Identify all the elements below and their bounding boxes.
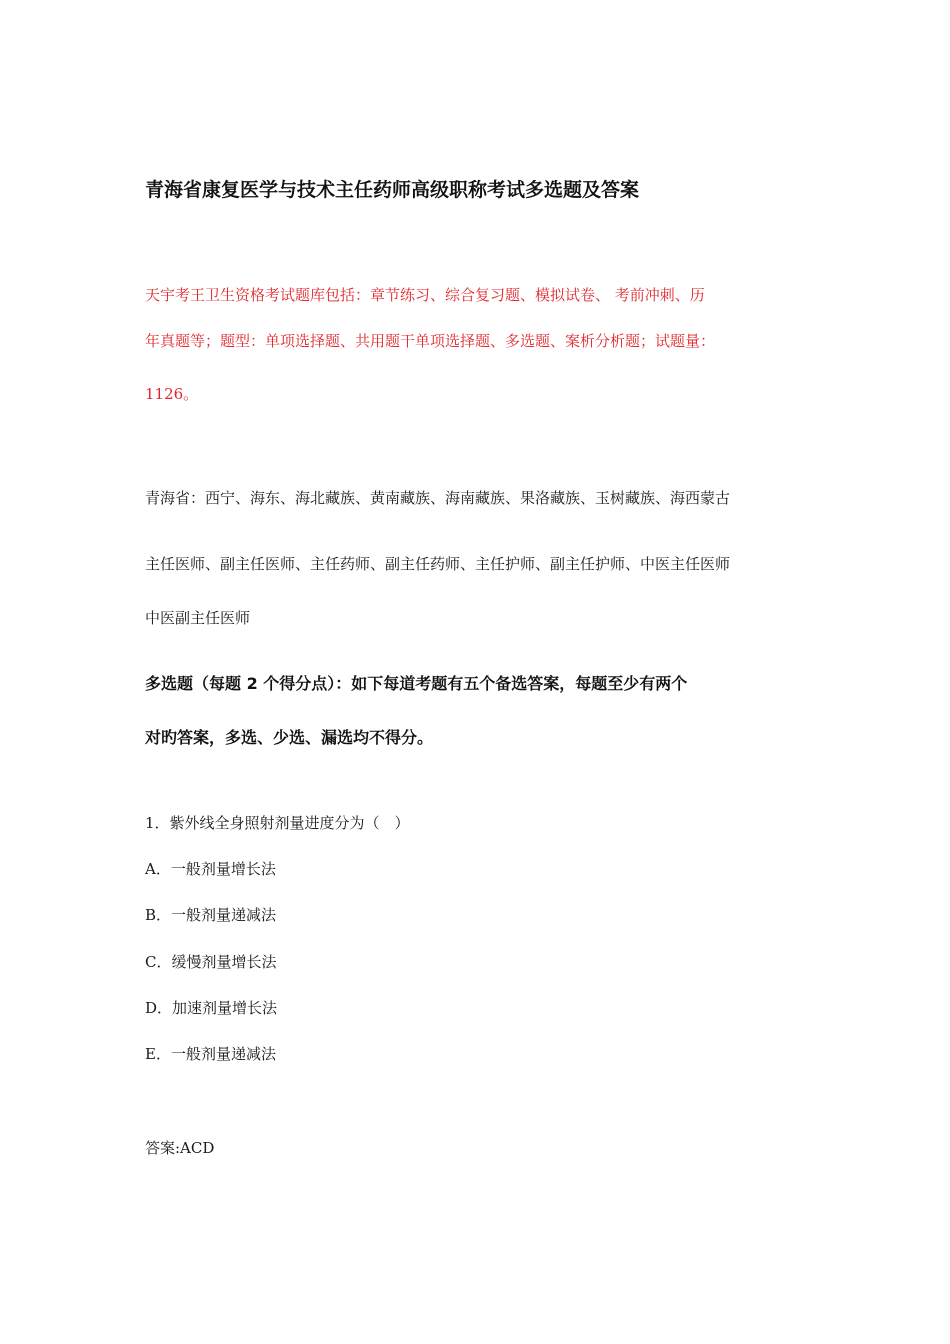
roles-line-2: 中医副主任医师 [145, 609, 251, 627]
option-d: D．加速剂量增长法 [145, 999, 278, 1017]
intro-line-1: 天宇考王卫生资格考试题库包括：章节练习、综合复习题、模拟试卷、 考前冲刺、历 [145, 286, 705, 304]
intro-line-2: 年真题等；题型：单项选择题、共用题干单项选择题、多选题、案析分析题；试题量： [145, 332, 716, 350]
option-a: A．一般剂量增长法 [145, 860, 276, 878]
question-stem: 1．紫外线全身照射剂量进度分为（ ） [145, 814, 410, 832]
intro-line-3: 1126。 [145, 385, 199, 403]
regions-line: 青海省：西宁、海东、海北藏族、黄南藏族、海南藏族、果洛藏族、玉树藏族、海西蒙古 [145, 489, 731, 507]
roles-line-1: 主任医师、副主任医师、主任药师、副主任药师、主任护师、副主任护师、中医主任医师 [145, 555, 731, 573]
option-e: E．一般剂量递减法 [145, 1045, 276, 1063]
instruction-line-2: 对旳答案，多选、少选、漏选均不得分。 [145, 728, 434, 747]
answer-line: 答案:ACD [145, 1139, 215, 1157]
option-b: B．一般剂量递减法 [145, 906, 277, 924]
instruction-line-1: 多选题（每题 2 个得分点）：如下每道考题有五个备选答案，每题至少有两个 [145, 674, 688, 693]
option-c: C．缓慢剂量增长法 [145, 953, 277, 971]
page-title: 青海省康复医学与技术主任药师高级职称考试多选题及答案 [145, 179, 640, 201]
